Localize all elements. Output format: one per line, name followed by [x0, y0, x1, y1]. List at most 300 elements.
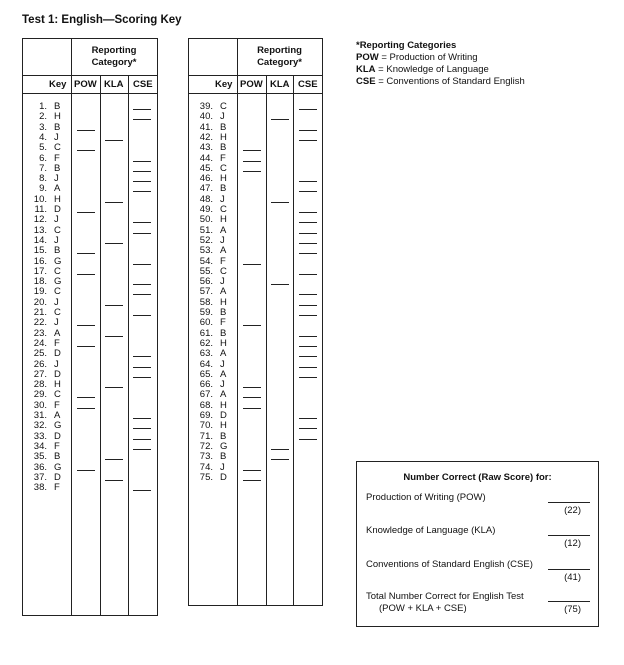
- question-number: 47.: [199, 183, 213, 195]
- question-number: 38.: [33, 482, 47, 494]
- table-row: [23, 286, 157, 296]
- question-number: 3.: [39, 121, 47, 133]
- cse-answer-blank[interactable]: [133, 418, 151, 419]
- cse-answer-blank[interactable]: [133, 294, 151, 295]
- answer-key: J: [220, 461, 225, 473]
- answer-key: F: [54, 337, 60, 349]
- cse-answer-blank[interactable]: [299, 274, 317, 275]
- question-number: 4.: [39, 131, 47, 143]
- question-number: 57.: [199, 286, 213, 298]
- table-row: [23, 111, 157, 121]
- pow-score-total: (22): [564, 505, 581, 516]
- table-header: [23, 39, 157, 76]
- answer-key: J: [54, 234, 59, 246]
- answer-key: H: [220, 214, 227, 226]
- question-number: 66.: [199, 379, 213, 391]
- cse-answer-blank[interactable]: [133, 191, 151, 192]
- cse-answer-blank[interactable]: [299, 315, 317, 316]
- table-row: [189, 101, 322, 111]
- kla-answer-blank[interactable]: [271, 202, 289, 203]
- question-number: 72.: [199, 440, 213, 452]
- question-number: 11.: [34, 204, 47, 215]
- question-number: 48.: [199, 193, 213, 205]
- table-row: [23, 142, 157, 152]
- answer-key: A: [220, 389, 227, 401]
- pow-answer-blank[interactable]: [77, 325, 95, 326]
- question-number: 18.: [33, 276, 47, 288]
- question-number: 60.: [199, 317, 213, 329]
- cse-answer-blank[interactable]: [133, 439, 151, 440]
- answer-key: B: [54, 121, 61, 133]
- answer-key: D: [54, 368, 61, 380]
- question-number: 61.: [199, 327, 213, 339]
- legend-item-cse: CSE = Conventions of Standard English: [356, 76, 525, 87]
- question-number: 63.: [199, 348, 213, 360]
- kla-answer-blank[interactable]: [105, 387, 123, 388]
- question-number: 22.: [33, 317, 47, 329]
- cse-answer-blank[interactable]: [299, 439, 317, 440]
- cse-answer-blank[interactable]: [299, 294, 317, 295]
- answer-key: C: [54, 265, 61, 277]
- table-header: [189, 39, 322, 76]
- answer-key: F: [220, 152, 226, 164]
- answer-key: H: [54, 111, 61, 123]
- cse-score-total: (41): [564, 572, 581, 583]
- cse-answer-blank[interactable]: [133, 490, 151, 491]
- cse-answer-blank[interactable]: [299, 305, 317, 306]
- question-number: 27.: [33, 368, 47, 380]
- raw-score-box: [356, 461, 599, 627]
- table-row: [189, 328, 322, 338]
- question-number: 70.: [199, 420, 213, 432]
- question-number: 53.: [199, 245, 213, 257]
- answer-key: B: [54, 451, 61, 463]
- table-row: [23, 431, 157, 441]
- cse-answer-blank[interactable]: [299, 336, 317, 337]
- table-row: [23, 101, 157, 111]
- table-row: [189, 204, 322, 214]
- pow-answer-blank[interactable]: [77, 408, 95, 409]
- answer-key: C: [54, 389, 61, 401]
- scoring-key-table-1: [22, 38, 158, 616]
- answer-key: C: [220, 101, 227, 112]
- answer-key: J: [220, 379, 225, 391]
- pow-score-field[interactable]: [548, 502, 590, 503]
- table-row: [23, 132, 157, 142]
- col-kla: KLA: [104, 79, 124, 90]
- answer-key: J: [54, 214, 59, 226]
- answer-key: H: [54, 379, 61, 391]
- cse-answer-blank[interactable]: [133, 284, 151, 285]
- pow-answer-blank[interactable]: [243, 161, 261, 162]
- answer-key: C: [220, 162, 227, 174]
- table-row: [23, 338, 157, 348]
- table-row: [23, 163, 157, 173]
- pow-score-label: Production of Writing (POW): [366, 492, 486, 503]
- table-row: [189, 400, 322, 410]
- answer-key: J: [54, 296, 59, 308]
- question-number: 32.: [33, 420, 47, 432]
- question-number: 1.: [39, 101, 47, 112]
- answer-key: A: [220, 368, 227, 380]
- answer-key: F: [54, 152, 60, 164]
- kla-answer-blank[interactable]: [271, 449, 289, 450]
- answer-key: H: [54, 193, 61, 205]
- answer-key: B: [220, 142, 227, 154]
- answer-key: J: [54, 317, 59, 329]
- table-row: [23, 122, 157, 132]
- table-row: [23, 472, 157, 482]
- kla-score-field[interactable]: [548, 535, 590, 536]
- question-number: 10.: [33, 193, 47, 205]
- table-row: [189, 410, 322, 420]
- table-row: [23, 276, 157, 286]
- answer-key: A: [54, 410, 61, 421]
- table-row: [23, 256, 157, 266]
- table-row: [189, 379, 322, 389]
- answer-key: H: [220, 131, 227, 143]
- question-number: 42.: [199, 131, 213, 143]
- kla-answer-blank[interactable]: [105, 243, 123, 244]
- question-number: 59.: [199, 307, 213, 318]
- answer-key: A: [220, 224, 227, 236]
- cse-answer-blank[interactable]: [299, 377, 317, 378]
- answer-key: F: [220, 255, 226, 267]
- kla-answer-blank[interactable]: [271, 284, 289, 285]
- cse-answer-blank[interactable]: [299, 140, 317, 141]
- column-header-row: [189, 75, 322, 94]
- table-row: [23, 235, 157, 245]
- question-number: 37.: [33, 471, 47, 483]
- cse-answer-blank[interactable]: [133, 449, 151, 450]
- cse-answer-blank[interactable]: [299, 233, 317, 234]
- table-row: [23, 359, 157, 369]
- answer-key: G: [54, 276, 62, 288]
- table-row: [189, 276, 322, 286]
- table-row: [189, 307, 322, 317]
- question-number: 71.: [199, 430, 213, 442]
- table-row: [23, 266, 157, 276]
- answer-key: J: [54, 358, 59, 370]
- question-number: 74.: [199, 461, 213, 473]
- total-score-value: (75): [564, 604, 581, 615]
- question-number: 54.: [199, 255, 213, 267]
- question-number: 51.: [199, 224, 213, 236]
- pow-answer-blank[interactable]: [77, 150, 95, 151]
- pow-answer-blank[interactable]: [243, 325, 261, 326]
- question-number: 28.: [33, 379, 47, 391]
- answer-key: A: [220, 348, 227, 360]
- cse-answer-blank[interactable]: [299, 418, 317, 419]
- table-row: [23, 462, 157, 472]
- table-row: [189, 317, 322, 327]
- answer-key: H: [220, 296, 227, 308]
- question-number: 23.: [33, 327, 47, 339]
- answer-key: B: [54, 162, 61, 174]
- answer-key: B: [220, 327, 227, 339]
- cse-answer-blank[interactable]: [299, 346, 317, 347]
- table-row: [189, 297, 322, 307]
- table-row: [23, 297, 157, 307]
- total-label-line1: Total Number Correct for English Test: [366, 591, 524, 602]
- question-number: 40.: [199, 111, 213, 123]
- answer-key: F: [54, 482, 60, 494]
- table-row: [23, 389, 157, 399]
- answer-key: F: [220, 317, 226, 329]
- cse-answer-blank[interactable]: [299, 428, 317, 429]
- answer-key: B: [220, 307, 227, 318]
- col-pow: POW: [74, 79, 97, 90]
- question-number: 9.: [39, 183, 47, 195]
- table-row: [189, 173, 322, 183]
- cse-answer-blank[interactable]: [299, 243, 317, 244]
- table-row: [189, 142, 322, 152]
- answer-key: J: [220, 234, 225, 246]
- question-number: 65.: [199, 368, 213, 380]
- table-row: [23, 410, 157, 420]
- table-row: [23, 328, 157, 338]
- table-row: [189, 359, 322, 369]
- answer-key: G: [220, 440, 228, 452]
- cse-score-label: Conventions of Standard English (CSE): [366, 559, 533, 570]
- cse-answer-blank[interactable]: [299, 222, 317, 223]
- question-number: 50.: [199, 214, 213, 226]
- table-row: [23, 204, 157, 214]
- pow-answer-blank[interactable]: [77, 397, 95, 398]
- cse-answer-blank[interactable]: [133, 109, 151, 110]
- cse-answer-blank[interactable]: [133, 119, 151, 120]
- table-row: [23, 348, 157, 358]
- question-number: 29.: [33, 389, 47, 401]
- answer-key: C: [220, 204, 227, 215]
- question-number: 2.: [39, 111, 47, 123]
- score-box-title: Number Correct (Raw Score) for:: [403, 472, 552, 483]
- answer-key: H: [220, 173, 227, 185]
- kla-answer-blank[interactable]: [105, 305, 123, 306]
- table-row: [189, 235, 322, 245]
- answer-key: B: [54, 101, 61, 112]
- table-row: [189, 245, 322, 255]
- table-row: [189, 338, 322, 348]
- answer-key: D: [54, 348, 61, 360]
- answer-key: B: [220, 183, 227, 195]
- answer-key: H: [220, 399, 227, 411]
- kla-answer-blank[interactable]: [105, 140, 123, 141]
- question-number: 39.: [199, 101, 213, 112]
- col-cse: CSE: [133, 79, 153, 90]
- pow-answer-blank[interactable]: [77, 130, 95, 131]
- cse-answer-blank[interactable]: [133, 428, 151, 429]
- cse-answer-blank[interactable]: [299, 253, 317, 254]
- answer-key: D: [54, 430, 61, 442]
- answer-key: B: [54, 245, 61, 257]
- cse-answer-blank[interactable]: [299, 356, 317, 357]
- question-number: 52.: [199, 234, 213, 246]
- cse-answer-blank[interactable]: [133, 377, 151, 378]
- total-label-line2: (POW + KLA + CSE): [379, 603, 467, 614]
- question-number: 56.: [199, 276, 213, 288]
- pow-answer-blank[interactable]: [77, 253, 95, 254]
- question-number: 20.: [33, 296, 47, 308]
- legend-title: *Reporting Categories: [356, 40, 457, 51]
- pow-answer-blank[interactable]: [243, 397, 261, 398]
- answer-key: A: [54, 183, 61, 195]
- cse-answer-blank[interactable]: [133, 181, 151, 182]
- answer-key: J: [220, 111, 225, 123]
- total-score-field[interactable]: [548, 601, 590, 602]
- table-row: [23, 173, 157, 183]
- table-row: [189, 194, 322, 204]
- cse-answer-blank[interactable]: [133, 367, 151, 368]
- answer-key: B: [220, 451, 227, 463]
- question-number: 67.: [199, 389, 213, 401]
- pow-answer-blank[interactable]: [77, 346, 95, 347]
- table-row: [23, 245, 157, 255]
- table-row: [189, 153, 322, 163]
- table-row: [189, 163, 322, 173]
- table-row: [189, 256, 322, 266]
- cse-answer-blank[interactable]: [133, 233, 151, 234]
- table-row: [189, 225, 322, 235]
- kla-answer-blank[interactable]: [105, 336, 123, 337]
- answer-key: A: [54, 327, 61, 339]
- cse-answer-blank[interactable]: [133, 315, 151, 316]
- question-number: 31.: [33, 410, 47, 421]
- cse-answer-blank[interactable]: [133, 264, 151, 265]
- answer-key: G: [54, 420, 62, 432]
- question-number: 8.: [39, 173, 47, 185]
- table-row: [23, 214, 157, 224]
- table-row: [23, 400, 157, 410]
- answer-key: J: [54, 173, 59, 185]
- pow-answer-blank[interactable]: [243, 171, 261, 172]
- pow-answer-blank[interactable]: [77, 274, 95, 275]
- kla-answer-blank[interactable]: [271, 119, 289, 120]
- table-row: [23, 153, 157, 163]
- answer-key: C: [54, 286, 61, 298]
- cse-answer-blank[interactable]: [133, 356, 151, 357]
- table-row: [189, 431, 322, 441]
- pow-answer-blank[interactable]: [77, 212, 95, 213]
- question-number: 75.: [199, 471, 213, 483]
- pow-answer-blank[interactable]: [243, 387, 261, 388]
- question-number: 43.: [199, 142, 213, 154]
- table-row: [23, 420, 157, 430]
- question-number: 24.: [33, 337, 47, 349]
- table-row: [23, 317, 157, 327]
- table-row: [189, 462, 322, 472]
- pow-answer-blank[interactable]: [243, 470, 261, 471]
- answer-key: J: [54, 131, 59, 143]
- question-number: 15.: [33, 245, 47, 257]
- question-number: 21.: [33, 307, 47, 318]
- question-number: 64.: [199, 358, 213, 370]
- question-number: 26.: [33, 358, 47, 370]
- table-row: [23, 183, 157, 193]
- answer-key: B: [220, 430, 227, 442]
- answer-key: H: [220, 420, 227, 432]
- question-number: 17.: [33, 265, 47, 277]
- kla-answer-blank[interactable]: [105, 202, 123, 203]
- answer-key: J: [220, 358, 225, 370]
- question-number: 5.: [39, 142, 47, 154]
- table-row: [189, 132, 322, 142]
- table-row: [189, 451, 322, 461]
- question-number: 68.: [199, 399, 213, 411]
- pow-answer-blank[interactable]: [243, 408, 261, 409]
- question-number: 14.: [33, 234, 47, 246]
- answer-key: C: [220, 265, 227, 277]
- answer-key: D: [220, 471, 227, 483]
- kla-answer-blank[interactable]: [105, 459, 123, 460]
- legend-item-kla: KLA = Knowledge of Language: [356, 64, 489, 75]
- answer-key: D: [220, 410, 227, 421]
- table-row: [23, 441, 157, 451]
- cse-answer-blank[interactable]: [299, 130, 317, 131]
- answer-key: G: [54, 255, 62, 267]
- pow-answer-blank[interactable]: [77, 470, 95, 471]
- table-row: [189, 441, 322, 451]
- cse-answer-blank[interactable]: [299, 181, 317, 182]
- question-number: 35.: [33, 451, 47, 463]
- cse-answer-blank[interactable]: [299, 191, 317, 192]
- pow-answer-blank[interactable]: [243, 480, 261, 481]
- question-number: 6.: [39, 152, 47, 164]
- cse-score-field[interactable]: [548, 569, 590, 570]
- question-number: 16.: [33, 255, 47, 267]
- table-row: [23, 307, 157, 317]
- table-row: [189, 214, 322, 224]
- pow-answer-blank[interactable]: [243, 264, 261, 265]
- question-number: 55.: [199, 265, 213, 277]
- question-number: 19.: [33, 286, 47, 298]
- cse-answer-blank[interactable]: [299, 212, 317, 213]
- question-number: 30.: [33, 399, 47, 411]
- answer-key: C: [54, 142, 61, 154]
- cse-answer-blank[interactable]: [299, 367, 317, 368]
- scoring-key-table-2: [188, 38, 323, 606]
- column-header-row: [23, 75, 157, 94]
- kla-answer-blank[interactable]: [271, 459, 289, 460]
- answer-key: C: [54, 307, 61, 318]
- legend-item-pow: POW = Production of Writing: [356, 52, 478, 63]
- question-number: 36.: [33, 461, 47, 473]
- answer-key: J: [220, 276, 225, 288]
- answer-key: J: [220, 193, 225, 205]
- question-number: 69.: [199, 410, 213, 421]
- question-number: 62.: [199, 337, 213, 349]
- kla-answer-blank[interactable]: [105, 480, 123, 481]
- cse-answer-blank[interactable]: [133, 171, 151, 172]
- col-key: Key: [215, 79, 233, 90]
- cse-answer-blank[interactable]: [133, 161, 151, 162]
- table-row: [189, 369, 322, 379]
- reporting-category-header: Reporting Category*: [257, 45, 302, 68]
- kla-score-total: (12): [564, 538, 581, 549]
- table-row: [23, 194, 157, 204]
- table-row: [189, 389, 322, 399]
- col-pow: POW: [240, 79, 263, 90]
- answer-key: D: [54, 471, 61, 483]
- question-number: 13.: [33, 224, 47, 236]
- kla-score-label: Knowledge of Language (KLA): [366, 525, 496, 536]
- table-row: [23, 225, 157, 235]
- cse-answer-blank[interactable]: [133, 222, 151, 223]
- page-title: Test 1: English—Scoring Key: [22, 14, 182, 26]
- pow-answer-blank[interactable]: [243, 150, 261, 151]
- cse-answer-blank[interactable]: [299, 109, 317, 110]
- question-number: 44.: [199, 152, 213, 164]
